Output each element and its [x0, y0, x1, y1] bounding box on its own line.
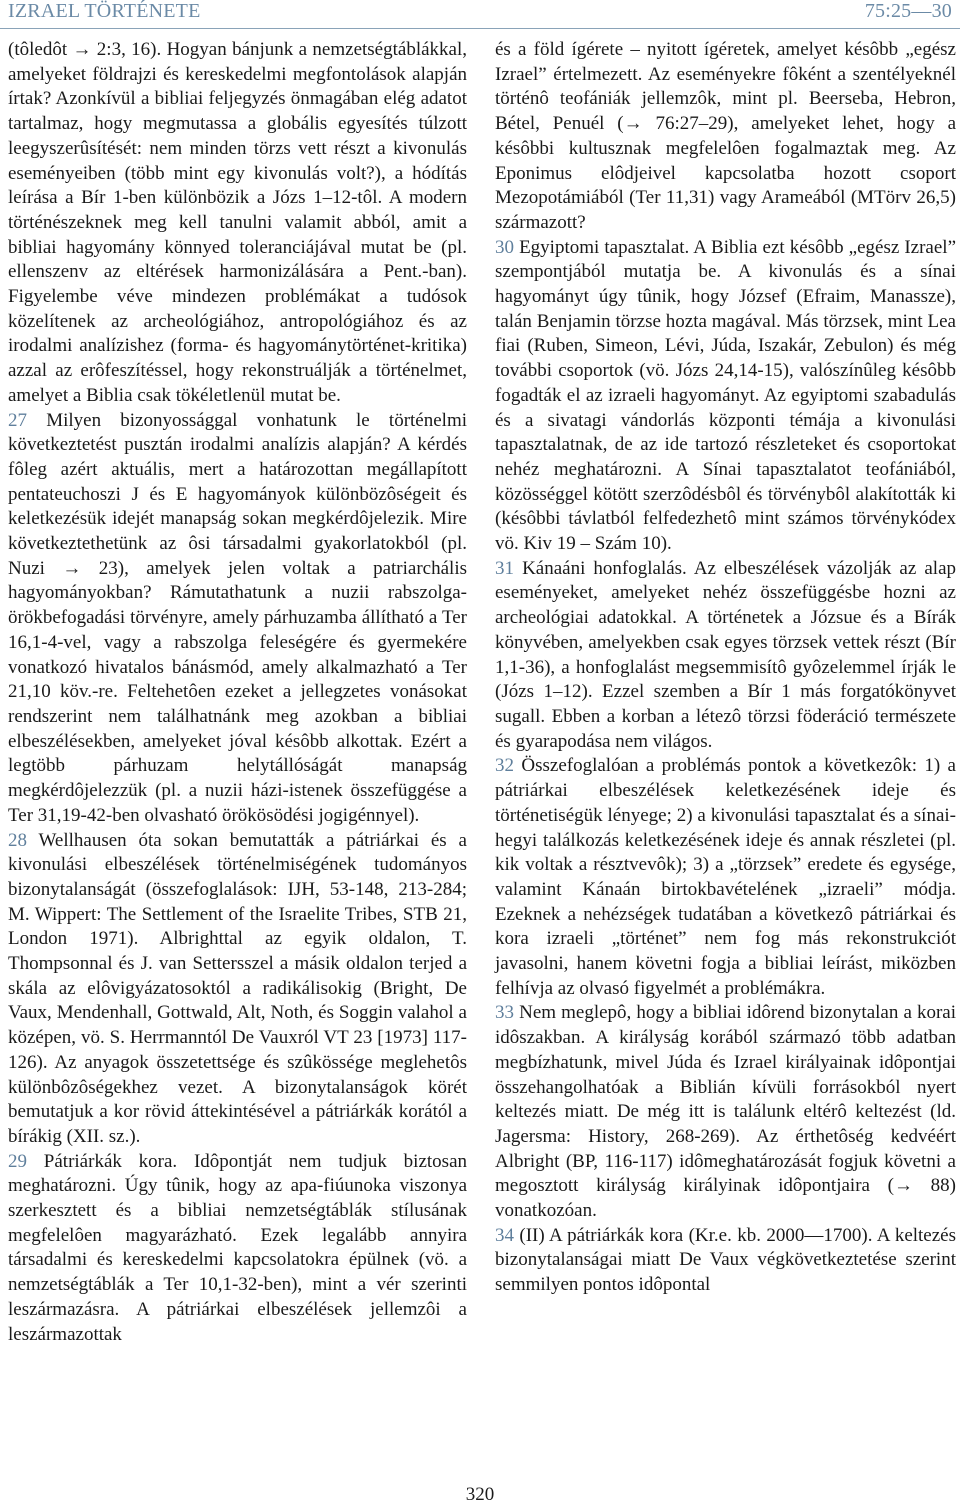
paragraph-intro: (tôledôt → 2:3, 16). Hogyan bánjunk a nemzetségtáblákkal, amelyeket földrajzi és kereskedelmi megfontolások alapján írtak? Azonkívül a bibliai feljegyzés önmagában elég adatot tartalmaz, hogy megmutassa a globális egyesítés túlzott leegyszerûsítését: nem minden törzs vett részt a kivonulás eseményeiben (több mint egy kivonulás volt?), a hódítás leírása a Bír 1-ben különbözik a Józs 1–12-tôl. A modern történészeknek meg kell tanulni valamit abból, amit a bibliai hagyomány könnyed toleranciájával mutat be (pl. ellenszenv az eltérések harmonizálására a Pent.-ban). Figyelembe véve mindezen problémákat a tudósok közelítenek az archeológiához, antropológiához és az irodalmi analízishez (forma- és hagyománytörténet-kritika) azzal az erôfeszítéssel, hogy rekonstruálják a történelmet, amelyet a Biblia csak tökéletlenül mutat be.: [8, 39, 467, 406]
header-section-range: 75:25—30: [864, 0, 952, 22]
paragraph-continuation: és a föld ígérete – nyitott ígéretek, amelyet késôbb „egész Izrael” értelmezett. Az eseményekre fôként a szentélyeknél történô teofániák jellemzôk, mint pl. Beerseba, Hebron, Bétel, Penuél (→ 76:27–29), amelyeket lehet, hogy a késôbbi kultusznak megfelelôen fogalmaztak meg. Az Eponimus elôdjeivel kapcsolatba hozott csoport Mezopotámiából (Ter 11,31) vagy Arameából (MTörv 26,5) származott?: [495, 39, 956, 233]
paragraph-number: 28: [8, 829, 27, 851]
paragraph-text: Pátriárkák kora. Idôpontját nem tudjuk biztosan meghatározni. Úgy tûnik, hogy az apa-fiúunoka viszonya szerkesztett és a bibliai nemzetségtáblák stílusának megfelelôen magyarázható. Ezek legalább annyira társadalmi és kereskedelmi kapcsolatokra épülnek (vö. a nemzetségtáblák a Ter 10,1-32-ben), mint a vér szerinti leszármazásra. A pátriárkai elbeszélések jellemzôi a leszármazottak: [8, 1150, 468, 1345]
paragraph-31: [495, 557, 956, 755]
paragraph-27: [8, 409, 467, 829]
header-title: IZRAEL TÖRTÉNETE: [8, 0, 201, 22]
paragraph-number: 33: [495, 1002, 514, 1024]
paragraph-text: Összefoglalóan a problémás pontok a következôk: 1) a pátriárkai elbeszélések keletkezésének ideje és történetiségük lényege; 2) a kivonulási tapasztalat és a sínai-hegyi találkozás keletkezésének ideje és annak részletei (pl. kik voltak a résztvevôk); 3) a „törzsek” eredete és egysége, valamint Kánaán birtokbavételének „izraeli” módja. Ezeknek a nehézségek tudatában a következô pátriárkai és kora izraeli „történet” nem fog más rekonstrukciót javasolni, hanem követni fogja a bibliai leírást, miközben felhívja az olvasó figyelmét a problémákra.: [495, 755, 956, 999]
paragraph-34: [495, 1224, 956, 1298]
paragraph-number: 27: [8, 409, 27, 431]
paragraph-number: 30: [495, 236, 514, 258]
paragraph-text: Nem meglepô, hogy a bibliai idôrend bizonytalan a korai idôszakban. A királyság korából származó több adatban megbízhatunk, mivel Júda és Izrael királyainak idôpontjai összehangolhatóak a Biblián kívüli forrásokból nyert keltezés miatt. De még itt is találunk eltérô keltezést (ld. Jagersma: History, 268-269). Az érthetôség kedvéért Albright (BP, 116-117) idômeghatározását fogjuk követni a megosztott királyság királyinak idôpontjaira (→ 88) vonatkozóan.: [495, 1002, 956, 1222]
running-header: [8, 0, 952, 26]
paragraph-text: (II) A pátriárkák kora (Kr.e. kb. 2000—1700). A keltezés bizonytalanságai miatt De Vaux végkövetkeztetése szerint semmilyen pontos idôpontal: [495, 1224, 957, 1296]
paragraph-number: 29: [8, 1150, 27, 1172]
paragraph-30: [495, 236, 956, 557]
paragraph-number: 34: [495, 1224, 514, 1246]
paragraph-text: Egyiptomi tapasztalat. A Biblia ezt késôbb „egész Izrael” szempontjából mutatja be. A kivonulás és a sínai hagyományt úgy tûnik, hogy József (Efraim, Manassze), talán Benjamin törzse hozta magával. Más törzsek, mint Lea fiai (Ruben, Simeon, Lévi, Júda, Iszakár, Zebulon) és még további csoportok (vö. Józs 24,14-15), valószínûleg késôbb fogadták el az izraeli hagyományt. Az egyiptomi szabadulás és a sivatagi vándorlás központi témája a kivonulási tapasztalatnak, de az ide tartozó részleteket és csoportokat nehéz meghatározni. A Sínai tapasztalatot teofániából, közösséggel kötött szerzôdésbôl és törvénybôl alakították ki (késôbbi távlatból felfedezhetô mint számos törvénykódex vö. Kiv 19 – Szám 10).: [495, 236, 957, 555]
paragraph-number: 32: [495, 755, 514, 777]
paragraph-text: Milyen bizonyossággal vonhatunk le történelmi következtetést pusztán irodalmi analízis alapján? A kérdés fôleg azért aktuális, mert a határozottan megállapított pentateuchoszi J és E hagyományok különbözôségeit és keletkezésük idejét manapság sokan megkérdôjelezik. Mire következtethetünk az ôsi társadalmi gyakorlatokból (pl. Nuzi → 23), amelyek jelen voltak a patriarchális hagyományokban? Rámutathatunk a nuzii rabszolga-örökbefogadási törvényre, amely párhuzamba állítható a Ter 16,1-4-vel, vagy a rabszolga feleségére és gyermekére vonatkozó hivatalos bánásmód, amely alkalmazható a Ter 21,10 köv.-re. Feltehetôen ezeket a jellegzetes vonásokat rendszerint nem találhatnánk meg azokban a bibliai elbeszélésekben, amelyeket jóval késôbb alkottak. Ezért a legtöbb párhuzam helytállóságát manapság megkérdôjelezzük (pl. a nuzii házi-istenek összefüggése a Ter 31,19-42-ben olvasható örökösödési jogigénnyel).: [8, 409, 468, 826]
paragraph-28: [8, 829, 467, 1150]
right-column: [495, 38, 956, 1298]
paragraph-text: Wellhausen óta sokan bemutatták a pátriárkai és a kivonulási elbeszélések történelmiségének tudományos bizonytalanságát (összefoglalások: IJH, 53-148, 213-284; M. Wippert: The Settlement of the Israelite Tribes, STB 21, London 1971). Albrighttal az egyik oldalon, T. Thompsonnal és J. van Settersszel a másik oldalon terjed a skála az elôvigyázatosoktól a radikálisokig (Bright, De Vaux, Mendenhall, Gottwald, Alt, Noth, és Soggin valahol a középen, vö. S. Herrmanntól De Vauxról VT 23 [1973] 117-126). Az anyagok összetettsége és szûkössége meglehetôs különbôzôségekhez vezet. A bizonytalanságok körét bemutatjuk a kor rövid áttekintésével a pátriárkák korától a bírákig (XII. sz.).: [8, 829, 467, 1147]
header-rule: [0, 28, 960, 29]
paragraph-32: [495, 754, 956, 1001]
left-column: [8, 38, 467, 1347]
paragraph-33: [495, 1001, 956, 1223]
paragraph-number: 31: [495, 557, 514, 579]
paragraph-29: [8, 1150, 467, 1348]
paragraph-text: Kánaáni honfoglalás. Az elbeszélések vázolják az alap eseményeket, amelyeket nehéz összefüggésbe hozni az archeológiai adatokkal. A történetek a Józsue és a Bírák könyvében, amelyekben csak egyes törzsek vettek részt (Bír 1,1-36), a honfoglalást megsemmisítô gyôzelemmel írják le (Józs 1–12). Ezzel szemben a Bír 1 más forgatókönyvet sugall. Ebben a korban a létezô törzsi föderáció természete és gyarapodása nem világos.: [495, 557, 956, 752]
page-number: 320: [465, 1484, 495, 1505]
